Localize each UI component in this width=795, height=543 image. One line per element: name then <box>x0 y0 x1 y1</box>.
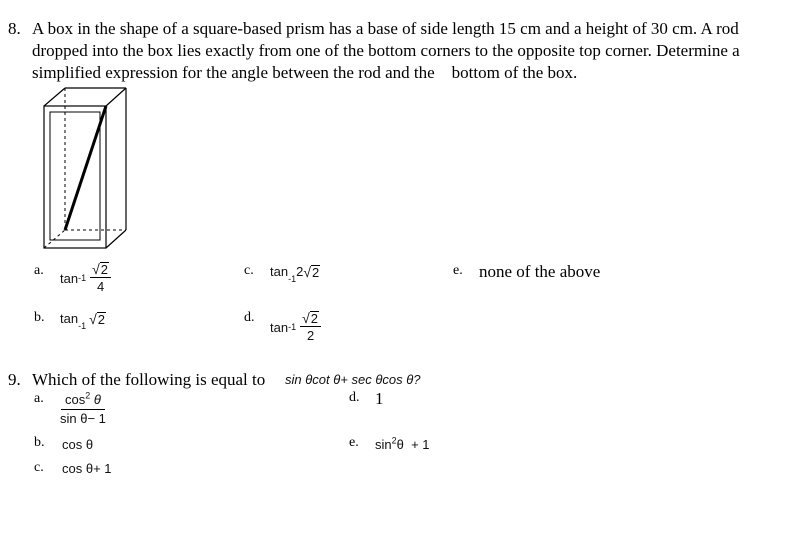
q8-d-den: 2 <box>306 328 315 343</box>
q9-e-pre: sin <box>375 437 392 452</box>
q9-expr: sin θcot θ+ sec θcos θ? <box>285 372 421 387</box>
q8-option-e-label: e. <box>453 263 463 278</box>
q8-c-coef: 2 <box>296 264 304 279</box>
q9-option-a-label: a. <box>34 391 44 406</box>
q9-a-num: cos <box>64 392 86 407</box>
q8-a-den: 4 <box>96 279 105 294</box>
q8-number: 8. <box>8 19 21 38</box>
q8-c-sqrt-arg: 2 <box>312 265 320 280</box>
q8-text-line2: dropped into the box lies exactly from one of the bottom corners to the opposite top corner. Determine a <box>32 41 740 60</box>
q8-option-d-label: d. <box>244 310 255 325</box>
q9-number: 9. <box>8 370 21 389</box>
q9-a-num-exp: 2 <box>85 390 91 401</box>
q9-option-b-text: cos θ <box>62 437 94 452</box>
q9-option-d-text: 1 <box>375 389 384 408</box>
q8-option-c-expr: tan -1 2 √ 2 <box>270 264 320 284</box>
q9-a-num-var: θ <box>90 392 101 407</box>
q8-option-e-text: none of the above <box>479 262 601 281</box>
q9-option-e-expr <box>375 437 430 452</box>
box-prism-diagram <box>38 86 130 252</box>
q9-option-c-label: c. <box>34 460 44 475</box>
q8-option-a-expr: tan -1 √ 2 4 <box>60 262 111 294</box>
q9-option-b-label: b. <box>34 435 45 450</box>
q9-e-exp: 2 <box>391 435 397 446</box>
q9-text: Which of the following is equal to <box>32 370 266 389</box>
q8-text-line1: A box in the shape of a square-based prism has a base of side length 15 cm and a height of 30 cm. A rod <box>32 19 739 38</box>
q8-a-sqrt-arg: 2 <box>100 262 109 277</box>
q8-a-func: tan <box>60 270 79 286</box>
q8-option-b-label: b. <box>34 310 45 325</box>
q8-option-a-label: a. <box>34 263 44 278</box>
q9-option-d-label: d. <box>349 390 360 405</box>
box-front-face <box>44 106 106 248</box>
q9-a-den: sin θ− 1 <box>60 411 106 426</box>
q8-c-func: tan <box>270 264 289 279</box>
q8-option-b-expr: tan -1 √ 2 <box>60 311 106 331</box>
q9-option-c-text: cos θ+ 1 <box>62 461 112 476</box>
box-inner-outline <box>50 112 100 240</box>
q9-option-e-label: e. <box>349 435 359 450</box>
q8-b-sqrt-arg: 2 <box>97 312 106 327</box>
q9-e-post: θ + 1 <box>396 437 430 452</box>
q8-d-func: tan <box>270 319 289 335</box>
q9-option-a-expr <box>60 392 106 426</box>
q8-option-c-label: c. <box>244 263 254 278</box>
q8-option-d-expr: tan -1 √ 2 2 <box>270 311 321 343</box>
q8-d-sqrt-arg: 2 <box>310 311 319 326</box>
q8-text-line3: simplified expression for the angle between the rod and the bottom of the box. <box>32 63 578 82</box>
q8-b-func: tan <box>60 311 79 326</box>
